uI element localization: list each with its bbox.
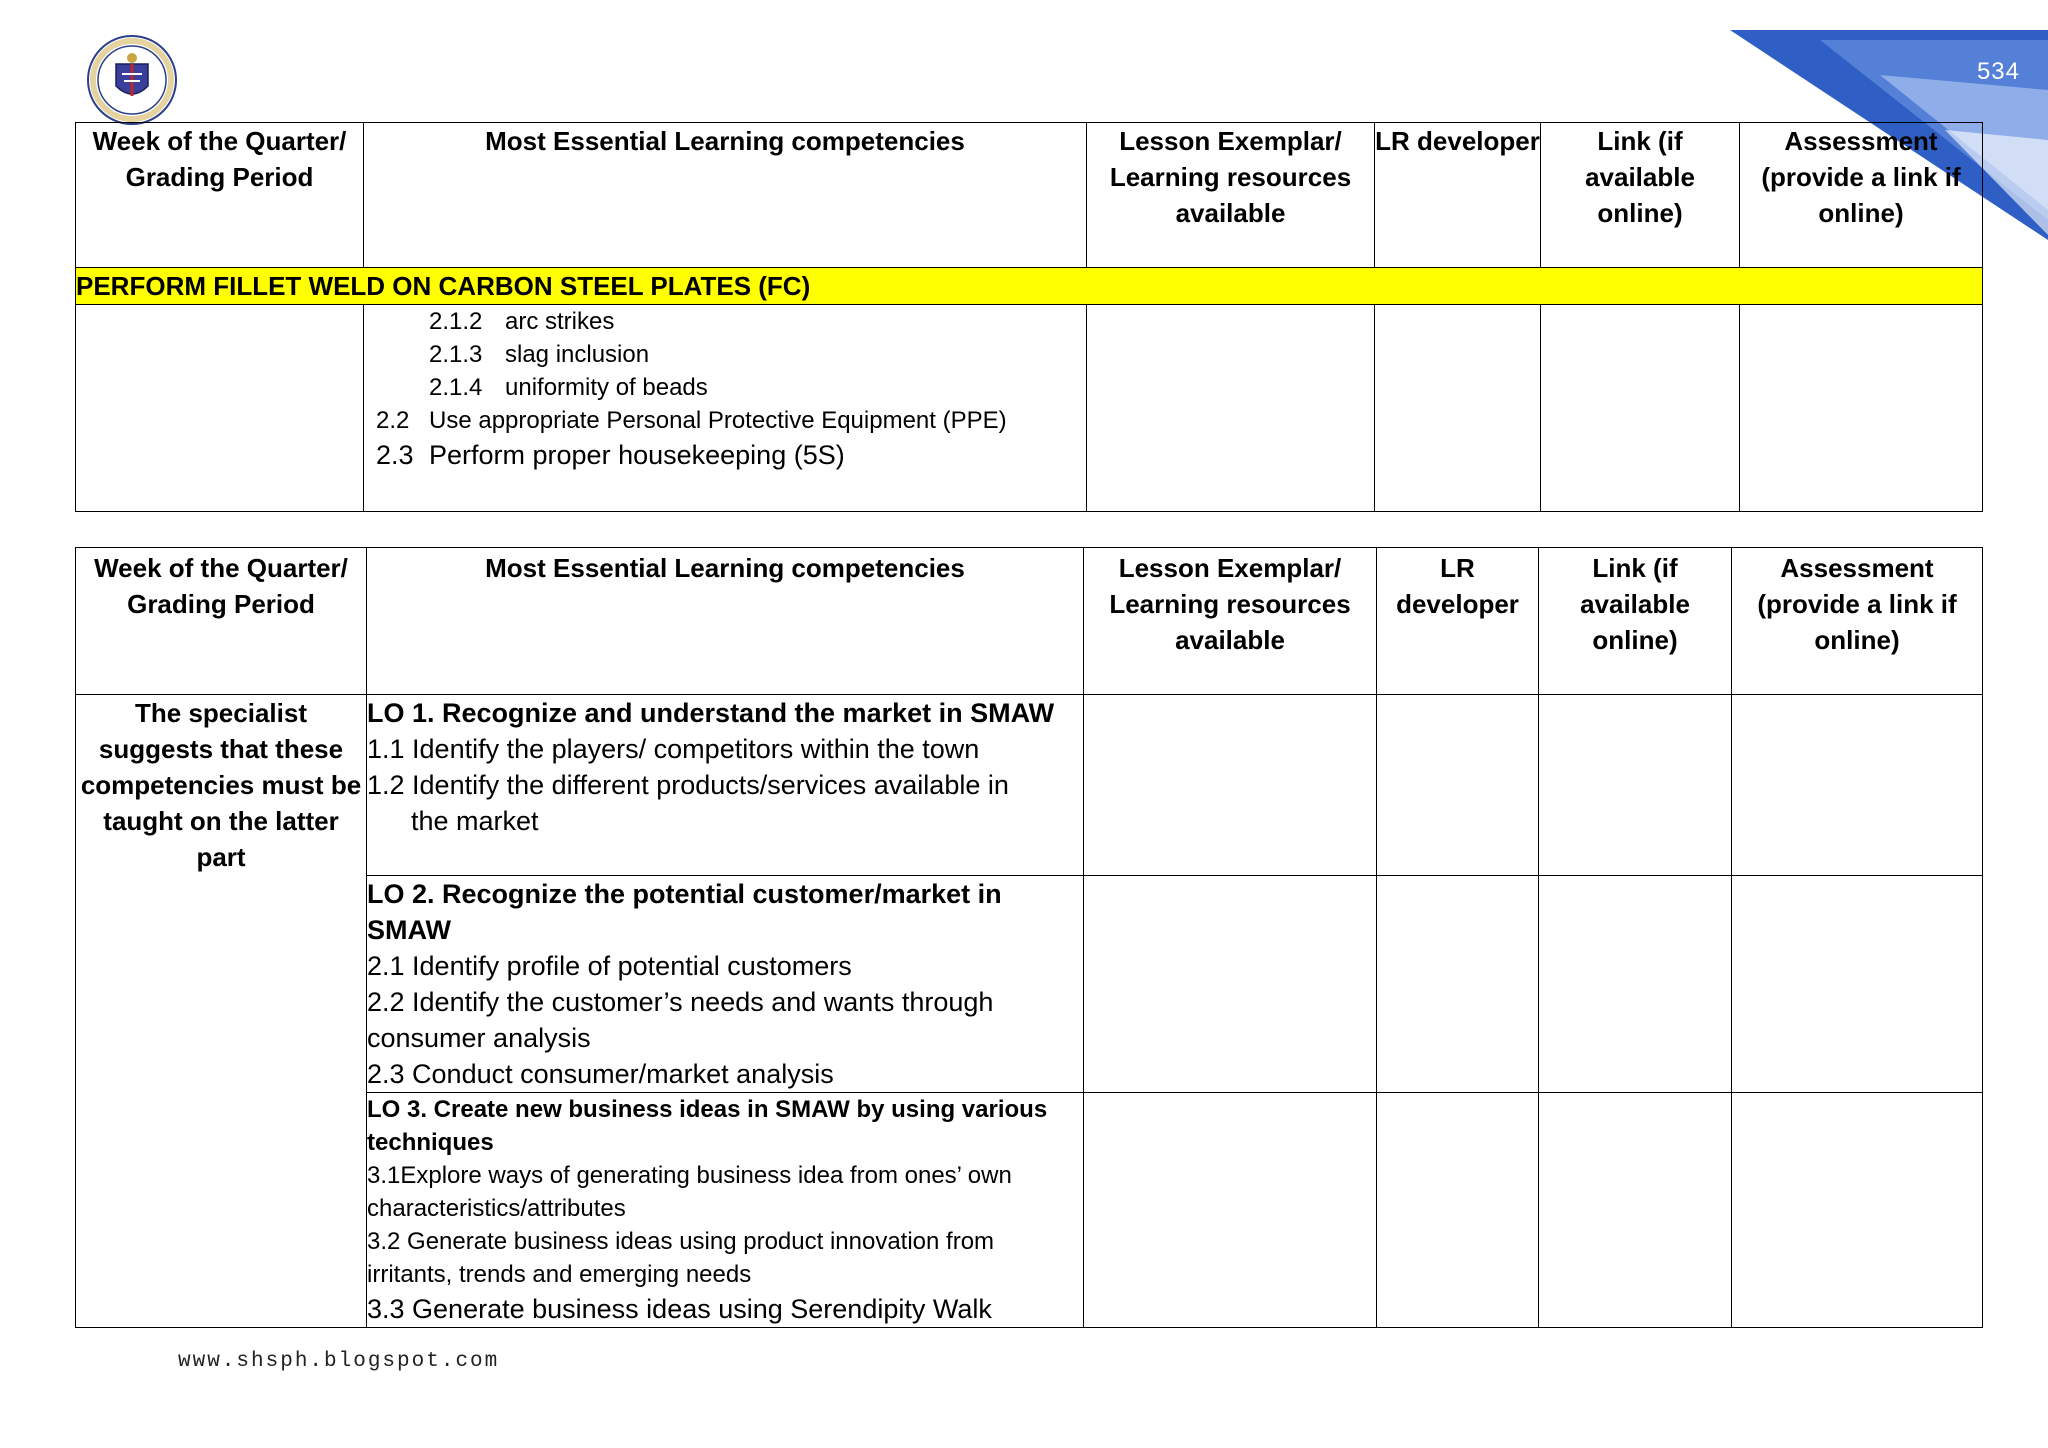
list-item: the market — [411, 806, 539, 836]
list-item: 3.2 Generate business ideas using product innovation from irritants, trends and emerging needs — [367, 1228, 995, 1288]
lr-developer-cell — [1375, 305, 1541, 512]
header-lesson-exemplar: Lesson Exemplar/ Learning resources available — [1087, 123, 1375, 268]
lo1-cell — [367, 695, 1084, 876]
list-item: 3.1Explore ways of generating business idea from ones’ own characteristics/attributes — [367, 1162, 1012, 1222]
table-row — [76, 695, 1983, 876]
lesson-cell — [1087, 305, 1375, 512]
competency-table-2 — [75, 547, 1983, 1328]
lo2-title: LO 2. Recognize the potential customer/market in SMAW — [367, 879, 1002, 945]
list-item: 2.2 Identify the customer’s needs and wants through consumer analysis — [367, 987, 994, 1053]
header-week: Week of the Quarter/ Grading Period — [76, 123, 364, 268]
header-assessment: Assessment (provide a link if online) — [1740, 123, 1983, 268]
competency-cell — [364, 305, 1087, 512]
list-item: 2.1.2 arc strikes — [429, 308, 615, 335]
table-header-row — [76, 123, 1983, 268]
lo3-title: LO 3. Create new business ideas in SMAW by using various techniques — [367, 1096, 1048, 1156]
list-item: 1.2 Identify the different products/services available in — [367, 770, 1009, 800]
week-note: The specialist suggests that these competencies must be taught on the latter part — [76, 695, 367, 1328]
header-lr-developer: LR developer — [1375, 123, 1541, 268]
week-cell — [76, 305, 364, 512]
page-number: 534 — [1976, 58, 2020, 85]
header-assessment: Assessment (provide a link if online) — [1732, 548, 1983, 695]
assessment-cell — [1740, 305, 1983, 512]
lo1-title: LO 1. Recognize and understand the market in SMAW — [367, 698, 1055, 728]
header-lr-developer: LR developer — [1377, 548, 1539, 695]
header-melc: Most Essential Learning competencies — [367, 548, 1084, 695]
lo2-cell — [367, 876, 1084, 1093]
table-header-row — [76, 548, 1983, 695]
header-link: Link (if available online) — [1539, 548, 1732, 695]
list-item: 2.3 Perform proper housekeeping (5S) — [376, 440, 845, 470]
table-row — [76, 305, 1983, 512]
list-item: 2.2 Use appropriate Personal Protective Equipment (PPE) — [376, 407, 1007, 434]
section-heading-row — [76, 268, 1983, 305]
footer-url: www.shsph.blogspot.com — [178, 1350, 500, 1373]
list-item: 1.1 Identify the players/ competitors within the town — [367, 734, 980, 764]
list-item: 2.1 Identify profile of potential customers — [367, 951, 852, 981]
list-item: 2.3 Conduct consumer/market analysis — [367, 1059, 834, 1089]
link-cell — [1541, 305, 1740, 512]
lo3-cell — [367, 1093, 1084, 1328]
header-lesson-exemplar: Lesson Exemplar/ Learning resources available — [1084, 548, 1377, 695]
list-item: 2.1.4 uniformity of beads — [429, 374, 708, 401]
list-item: 3.3 Generate business ideas using Serendipity Walk — [367, 1294, 992, 1324]
header-link: Link (if available online) — [1541, 123, 1740, 268]
competency-table-1 — [75, 122, 1983, 512]
header-melc: Most Essential Learning competencies — [364, 123, 1087, 268]
deped-seal-logo — [86, 34, 178, 126]
header-week: Week of the Quarter/ Grading Period — [76, 548, 367, 695]
section-heading: PERFORM FILLET WELD ON CARBON STEEL PLATES (FC) — [76, 268, 1983, 305]
list-item: 2.1.3 slag inclusion — [429, 341, 650, 368]
